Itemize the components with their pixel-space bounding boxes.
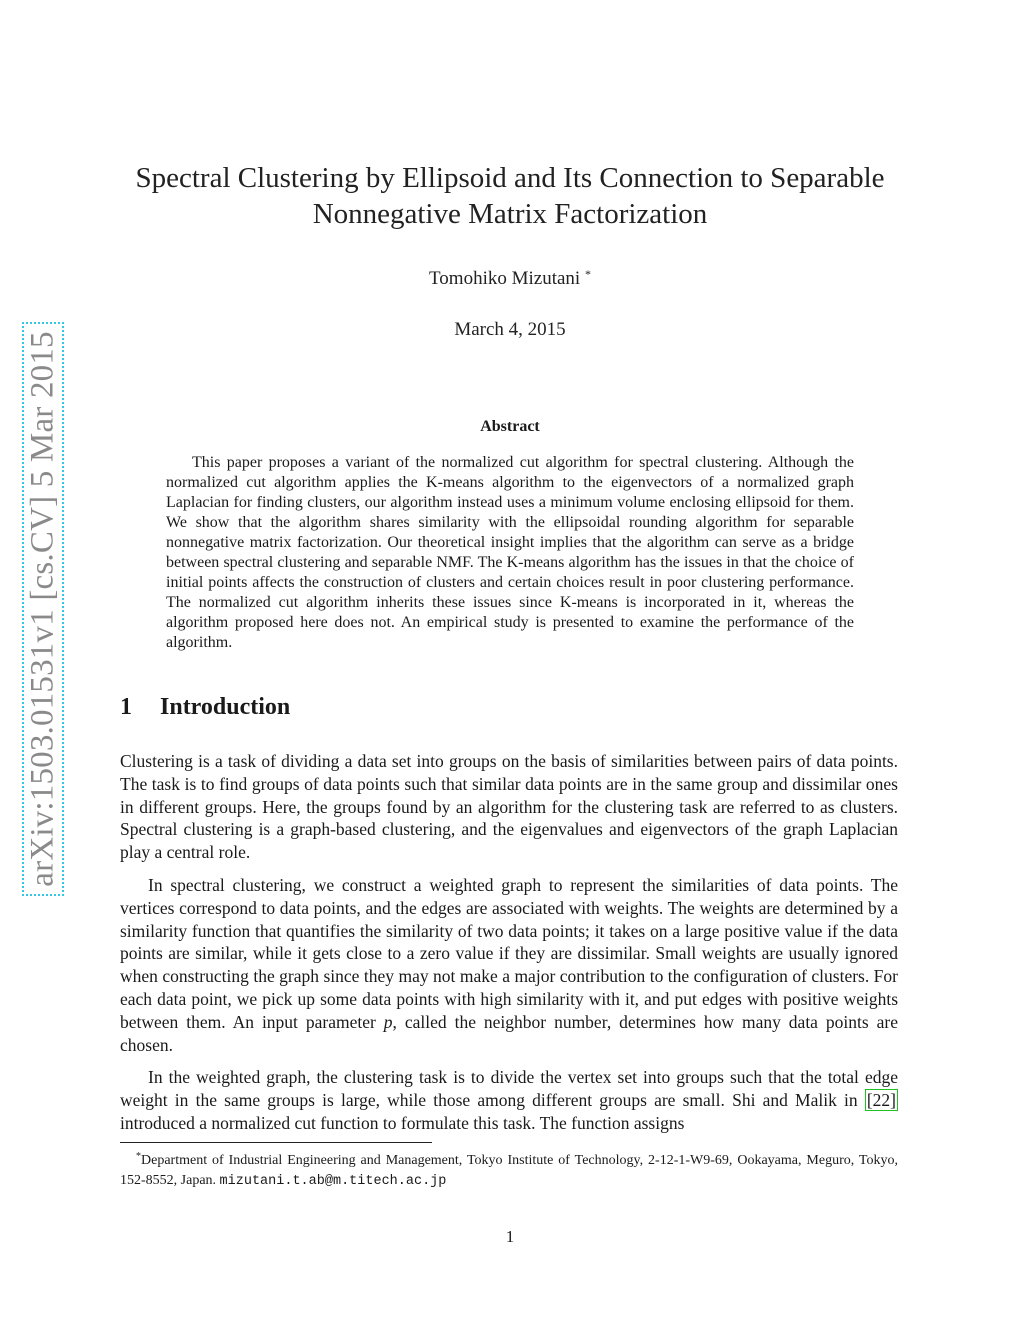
- paragraph-1: Clustering is a task of dividing a data set into groups on the basis of similarities between pairs of data points. The task is to find groups of data points such that similar data points are in the same group and dissimilar ones in different groups. Here, the groups found by an algorithm for the clustering task are referred to as clusters. Spectral clustering is a graph-based clustering, and the eigenvalues and eigenvectors of the graph Laplacian play a central role.: [120, 751, 898, 863]
- neighbor-number-variable: p: [383, 1011, 393, 1032]
- arxiv-identifier[interactable]: arXiv:1503.01531v1 [cs.CV] 5 Mar 2015: [24, 331, 61, 887]
- page-number: 1: [505, 1227, 515, 1246]
- paragraph-3-text-b: introduced a normalized cut function to formulate this task. The function assigns: [120, 1112, 685, 1133]
- section-heading: [120, 694, 290, 721]
- section-number: 1: [120, 694, 132, 720]
- paragraph-3-text-a: In the weighted graph, the clustering task is to divide the vertex set into groups such that the total edge weight in the same groups is large, while those among different groups are small. Shi and Malik in: [120, 1067, 898, 1111]
- abstract-heading: Abstract: [480, 418, 540, 435]
- paragraph-2: [120, 874, 898, 1056]
- footnote-mark: *: [136, 1151, 141, 1162]
- introduction-body: [120, 750, 898, 1145]
- citation-link[interactable]: [22]: [866, 1090, 896, 1111]
- author-footnote-mark[interactable]: *: [584, 267, 591, 281]
- section-title: Introduction: [160, 694, 291, 720]
- paper-title: [100, 160, 920, 232]
- paragraph-3: [120, 1066, 898, 1134]
- email-link[interactable]: mizutani.t.ab@m.titech.ac.jp: [219, 1174, 447, 1189]
- footnote-text: Department of Industrial Engineering and Management, Tokyo Institute of Technology, 2-12-1-W9-69, Ookayama, Meguro, Tokyo, 152-8552, Japan.: [120, 1153, 898, 1188]
- paper-date: March 4, 2015: [454, 319, 566, 340]
- abstract-text: This paper proposes a variant of the normalized cut algorithm for spectral clustering. Although the normalized cut algorithm applies the K-means algorithm to the eigenvectors of a normalized graph Laplacian for finding clusters, our algorithm instead uses a minimum volume enclosing ellipsoid for them. We show that the algorithm shares similarity with the ellipsoidal rounding algorithm for separable nonnegative matrix factorization. Our theoretical insight implies that the algorithm can serve as a bridge between spectral clustering and separable NMF. The K-means algorithm has the issues in that the choice of initial points affects the construction of clusters and certain choices result in poor clustering performance. The normalized cut algorithm inherits these issues since K-means is incorporated in it, whereas the algorithm proposed here does not. An empirical study is presented to examine the performance of the algorithm.: [166, 454, 854, 651]
- arxiv-stamp: [22, 322, 64, 896]
- title-line-2: Nonnegative Matrix Factorization: [312, 198, 708, 230]
- footnote: [120, 1147, 898, 1192]
- author-name: Tomohiko Mizutani: [429, 268, 581, 289]
- paragraph-2-text-a: In spectral clustering, we construct a weighted graph to represent the similarities of data points. The vertices correspond to data points, and the edges are associated with weights. The weights are determined by a similarity function that quantifies the similarity of two data points; it takes on a large positive value if the data points are similar, while it gets close to a zero value if they are dissimilar. Small weights are usually ignored when constructing the graph since they may not make a major contribution to the configuration of clusters. For each data point, we pick up some data points with high similarity with it, and put edges with positive weights between them. An input parameter: [120, 874, 898, 1032]
- paragraph-2-text-b: , called the neighbor number, determines how many data points are chosen.: [120, 1011, 898, 1055]
- footnote-divider: [120, 1142, 432, 1143]
- title-line-1: Spectral Clustering by Ellipsoid and Its Connection to Separable: [135, 162, 885, 194]
- author-line: [100, 267, 920, 290]
